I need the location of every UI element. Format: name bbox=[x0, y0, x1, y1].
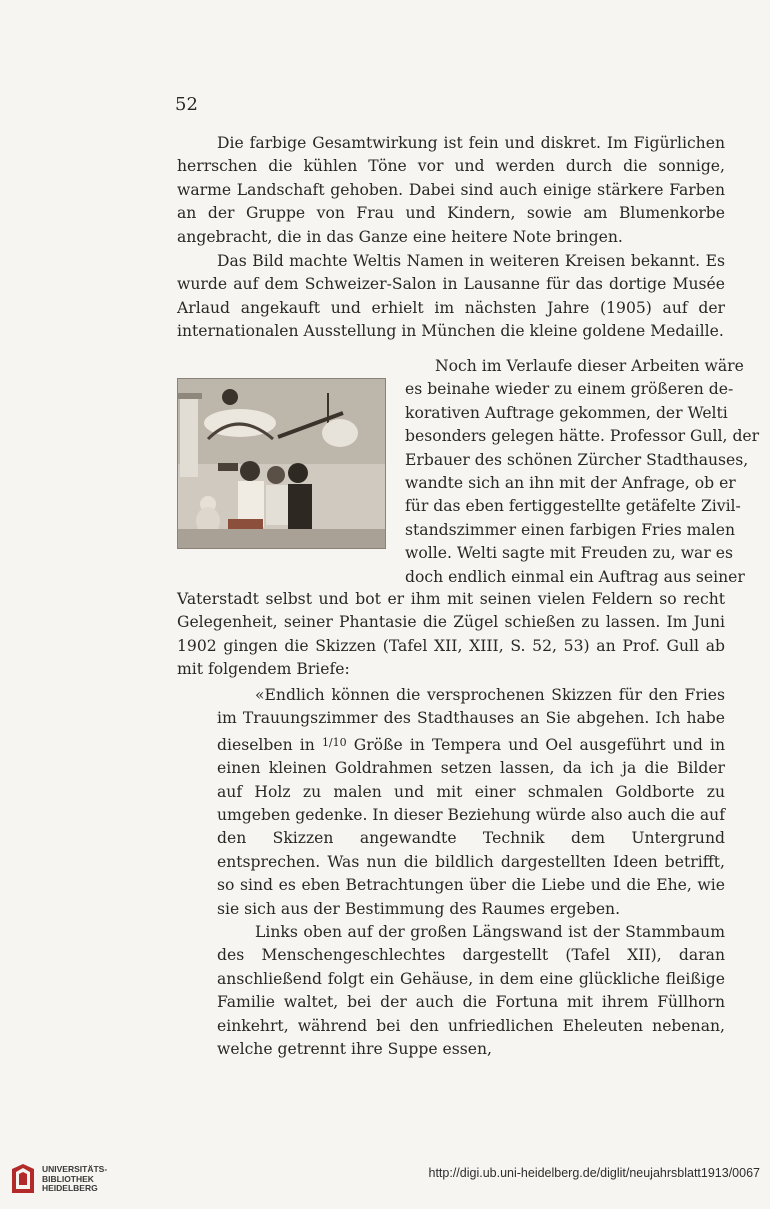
paragraph-1 bbox=[177, 132, 725, 249]
quote-text: Größe in Tempera und Oel ausgeführt und in einen kleinen Goldrahmen setzen lassen, da ich ja die Bilder auf Holz zu malen und mit einer schmalen Goldborte zu umgeben gedenke. In dieser Beziehung würde also auch die auf den Skizzen angewandte Technik dem Untergrund entsprechen. Was nun die bildlich dargestellten Ideen betrifft, so sind es eben Betrachtungen über die Liebe und die Ehe, wie sie sich aus der Bestimmung des Raumes ergeben. bbox=[217, 735, 725, 918]
paragraph-3-continued bbox=[177, 588, 725, 682]
paragraph-3-wrapped bbox=[405, 355, 760, 589]
page-number: 52 bbox=[175, 94, 198, 115]
wrapped-line: Erbauer des schönen Zürcher Stadthauses, bbox=[405, 450, 749, 469]
quote-paragraph-2: Links oben auf der großen Längswand ist der Stammbaum des Menschengeschlechtes dargestellt (Tafel XII), daran anschließend folgt ein Gehäuse, in dem eine glückliche fleißige Familie waltet, bei der auch die Fortuna mit ihrem Füllhorn einkehrt, während bei den unfriedlichen Eheleuten nebenan, welche getrennt ihre Suppe essen, bbox=[217, 923, 725, 1059]
frieze-illustration bbox=[177, 378, 386, 549]
paragraph-1-text: Die farbige Gesamtwirkung ist fein und diskret. Im Figürlichen herrschen die kühlen Töne vor und werden durch die sonnige, warme Landschaft gehoben. Dabei sind auch einige stärkere Farben an der Gruppe von Frau und Kindern, sowie am Blumenkorbe angebracht, die in das Ganze eine heitere Note bringen. bbox=[177, 134, 725, 246]
quote-paragraph-1 bbox=[217, 684, 725, 921]
library-logo-icon bbox=[10, 1163, 36, 1195]
footer bbox=[0, 1155, 770, 1209]
source-url[interactable]: http://digi.ub.uni-heidelberg.de/diglit/neujahrsblatt1913/0067 bbox=[428, 1166, 760, 1180]
frieze-illustration-drawing bbox=[178, 379, 385, 548]
letter-quote bbox=[217, 684, 725, 1062]
wrapped-line: wolle. Welti sagte mit Freuden zu, war es bbox=[405, 544, 733, 563]
wrapped-line: wandte sich an ihn mit der Anfrage, ob er bbox=[405, 473, 736, 492]
logo-line: BIBLIOTHEK bbox=[42, 1173, 94, 1184]
paragraph-2-text: Das Bild machte Weltis Namen in weiteren Kreisen bekannt. Es wurde auf dem Schweizer-Salon in Lausanne für das dortige Musée Arlaud angekauft und erhielt im nächsten Jahre (1905) auf der internationalen Ausstellung in München die kleine goldene Medaille. bbox=[177, 252, 725, 341]
paragraph-3-rest-text: Vaterstadt selbst und bot er ihm mit seinen vielen Feldern so recht Gelegenheit, seiner Phantasie die Zügel schießen zu lassen. Im Juni 1902 gingen die Skizzen (Tafel XII, XIII, S. 52, 53) an Prof. Gull ab mit folgendem Briefe: bbox=[177, 590, 725, 679]
logo-line: UNIVERSITÄTS- bbox=[42, 1164, 108, 1174]
wrapped-line: besonders gelegen hätte. Professor Gull, der bbox=[405, 427, 760, 446]
wrapped-line: doch endlich einmal ein Auftrag aus seiner bbox=[405, 567, 745, 586]
quote-text: «Endlich können die versprochenen Skizzen für den Fries im Trauungszimmer des Stadthauses an Sie abgehen. Ich habe dieselben in bbox=[217, 686, 725, 754]
library-logo-text bbox=[42, 1165, 107, 1194]
wrapped-line: korativen Auftrage gekommen, der Welti bbox=[405, 403, 728, 422]
wrapped-line: Noch im Verlaufe dieser Arbeiten wäre bbox=[435, 357, 744, 375]
fraction: 1/10 bbox=[321, 735, 347, 749]
wrapped-line: es beinahe wieder zu einem größeren de- bbox=[405, 380, 734, 399]
paragraph-2 bbox=[177, 250, 725, 344]
wrapped-line: für das eben fertiggestellte getäfelte Zivil- bbox=[405, 497, 741, 516]
wrapped-line: standszimmer einen farbigen Fries malen bbox=[405, 520, 735, 539]
logo-line: HEIDELBERG bbox=[42, 1183, 98, 1193]
